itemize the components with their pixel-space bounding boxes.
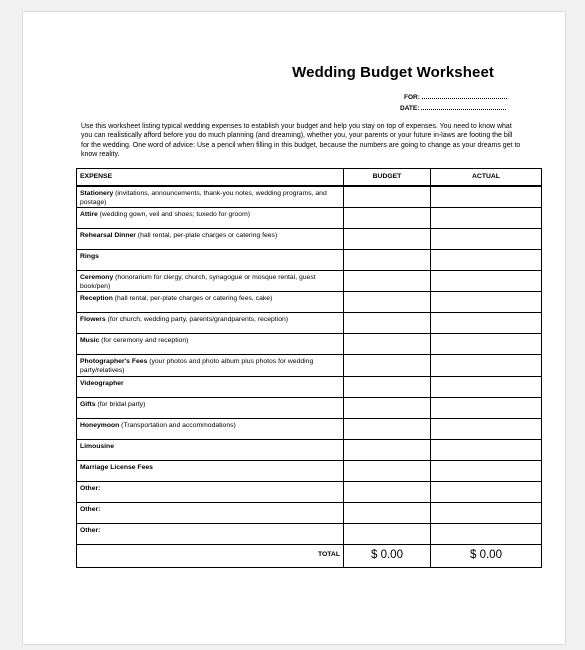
page-title: Wedding Budget Worksheet (292, 64, 494, 81)
expense-cell (77, 271, 344, 292)
budget-cell[interactable] (344, 523, 431, 544)
date-field[interactable] (400, 103, 506, 112)
expense-name: Music (80, 337, 100, 345)
expense-cell (77, 523, 344, 544)
table-row (77, 186, 542, 208)
expense-cell (77, 418, 344, 439)
expense-detail: (hall rental, per-plate charges or catering fees, cake) (112, 295, 273, 303)
budget-cell[interactable] (344, 439, 431, 460)
actual-cell[interactable] (431, 292, 542, 313)
actual-cell[interactable] (431, 460, 542, 481)
expense-cell (77, 313, 344, 334)
table-row (77, 355, 542, 376)
expense-name: Honeymoon (80, 421, 120, 429)
table-row (77, 292, 542, 313)
expense-name: Rehearsal Dinner (80, 232, 136, 240)
total-label: TOTAL (77, 544, 344, 567)
expense-name: Other: (80, 526, 101, 534)
budget-cell[interactable] (344, 271, 431, 292)
expense-name: Stationery (80, 190, 114, 197)
actual-cell[interactable] (431, 229, 542, 250)
actual-cell[interactable] (431, 502, 542, 523)
worksheet-page (22, 11, 566, 645)
budget-cell[interactable] (344, 313, 431, 334)
table-row (77, 502, 542, 523)
expense-name: Photographer's Fees (80, 358, 148, 366)
expense-detail: (hall rental, per-plate charges or catering fees) (135, 232, 278, 240)
expense-detail: (for church, wedding party, parents/grandparents, reception) (105, 316, 289, 324)
actual-cell[interactable] (431, 208, 542, 229)
expense-name: Rings (80, 253, 99, 261)
expense-cell (77, 186, 344, 208)
actual-cell[interactable] (431, 481, 542, 502)
expense-name: Ceremony (80, 274, 114, 282)
budget-table (76, 168, 542, 568)
expense-name: Attire (80, 211, 98, 219)
actual-cell[interactable] (431, 334, 542, 355)
actual-cell[interactable] (431, 250, 542, 271)
expense-cell (77, 460, 344, 481)
actual-cell[interactable] (431, 186, 542, 208)
expense-cell (77, 292, 344, 313)
budget-cell[interactable] (344, 481, 431, 502)
table-row (77, 481, 542, 502)
expense-cell (77, 334, 344, 355)
expense-detail: (invitations, announcements, thank-you notes, wedding programs, and postage) (80, 190, 327, 206)
table-row (77, 376, 542, 397)
expense-detail: (Transportation and accommodations) (119, 421, 236, 429)
expense-cell (77, 376, 344, 397)
budget-cell[interactable] (344, 355, 431, 376)
header-actual: ACTUAL (431, 169, 542, 187)
total-row (77, 544, 542, 567)
budget-cell[interactable] (344, 208, 431, 229)
actual-cell[interactable] (431, 523, 542, 544)
table-row (77, 271, 542, 292)
for-line[interactable] (422, 92, 507, 99)
expense-name: Flowers (80, 316, 106, 324)
expense-cell (77, 250, 344, 271)
actual-cell[interactable] (431, 376, 542, 397)
expense-cell (77, 481, 344, 502)
expense-name: Other: (80, 484, 101, 492)
budget-cell[interactable] (344, 418, 431, 439)
expense-detail: (for bridal party) (95, 400, 146, 408)
actual-cell[interactable] (431, 313, 542, 334)
budget-cell[interactable] (344, 334, 431, 355)
expense-detail: (for ceremony and reception) (99, 337, 189, 345)
budget-cell[interactable] (344, 292, 431, 313)
header-expense: EXPENSE (77, 169, 344, 187)
expense-detail: (your photos and photo album plus photos for wedding party/relatives) (80, 358, 314, 374)
expense-cell (77, 439, 344, 460)
table-header-row (77, 169, 542, 187)
budget-cell[interactable] (344, 186, 431, 208)
budget-cell[interactable] (344, 397, 431, 418)
expense-cell (77, 355, 344, 376)
table-row (77, 250, 542, 271)
budget-cell[interactable] (344, 250, 431, 271)
expense-name: Reception (80, 295, 113, 303)
table-row (77, 334, 542, 355)
actual-cell[interactable] (431, 439, 542, 460)
for-field[interactable] (404, 92, 507, 101)
expense-name: Other: (80, 505, 101, 513)
expense-cell (77, 208, 344, 229)
table-row (77, 208, 542, 229)
table-row (77, 460, 542, 481)
actual-cell[interactable] (431, 271, 542, 292)
expense-cell (77, 397, 344, 418)
budget-cell[interactable] (344, 460, 431, 481)
expense-cell (77, 502, 344, 523)
expense-detail: (wedding gown, veil and shoes; tuxedo for groom) (97, 211, 251, 219)
budget-cell[interactable] (344, 376, 431, 397)
table-row (77, 523, 542, 544)
actual-cell[interactable] (431, 355, 542, 376)
expense-name: Marriage License Fees (80, 463, 153, 471)
budget-cell[interactable] (344, 502, 431, 523)
total-budget: $ 0.00 (344, 544, 431, 567)
table-row (77, 313, 542, 334)
table-row (77, 439, 542, 460)
date-line[interactable] (421, 103, 506, 110)
expense-name: Limousine (80, 442, 114, 450)
for-label: FOR: (404, 94, 420, 101)
budget-cell[interactable] (344, 229, 431, 250)
expense-cell (77, 229, 344, 250)
table-row (77, 418, 542, 439)
actual-cell[interactable] (431, 418, 542, 439)
date-label: DATE: (400, 105, 420, 112)
table-row (77, 229, 542, 250)
expense-name: Gifts (80, 400, 96, 408)
actual-cell[interactable] (431, 397, 542, 418)
expense-detail: (honorarium for clergy, church, synagogue or mosque rental, guest book/pen) (80, 274, 316, 290)
table-row (77, 397, 542, 418)
header-budget: BUDGET (344, 169, 431, 187)
intro-paragraph: Use this worksheet listing typical wedding expenses to establish your budget and help you stay on top of expenses. You need to know what you can realistically afford before you do much planning (and dreaming), whether you, your parents or your future in-laws are footing the bill for the wedding. One word of advice: Use a pencil when filling in this budget, because the numbers are going to change as your dreams get to know reality. (81, 123, 521, 158)
expense-name: Videographer (80, 379, 124, 387)
total-actual: $ 0.00 (431, 544, 542, 567)
